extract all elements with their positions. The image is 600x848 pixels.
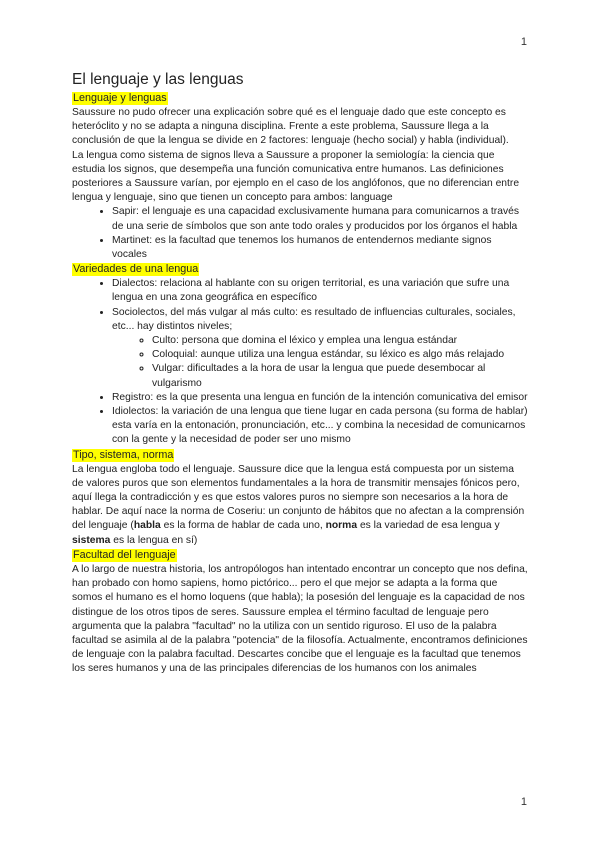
tipo-text-1: es la forma de hablar de cada uno,	[160, 520, 326, 532]
tipo-text-3: es la lengua en sí)	[110, 534, 198, 546]
sub-item-vulgar: ◦ Vulgar: dificultades a la hora de usar la lengua que puede desembocar al vulgarismo	[152, 362, 528, 390]
document-title: El lenguaje y las lenguas	[72, 71, 244, 88]
definitions-list	[72, 205, 528, 262]
list-item-registro: • Registro: es la que presenta una lengua en función de la intención comunicativa del emisor	[112, 391, 528, 405]
tipo-text-main: La lengua engloba todo el lenguaje. Saussure dice que la lengua está compuesta por un sistema de valores puros que son elementos fundamentales a la hora de transmitir mensajes fónicos pero, aquí llega la contradicción y es que estos valores puros no siempre son necesarios a la hora de hablar. De aquí nace la norma de Coseriu: un conjunto de hábitos que no afectan a la comprensión del lenguaje (	[72, 463, 525, 532]
tipo-text-2: es la variedad de esa lengua y	[357, 520, 500, 532]
paragraph-facultad: A lo largo de nuestra historia, los antropólogos han intentado encontrar un concepto que nos defina, han probado con homo sapiens, homo pictórico... pero el que mejor se adapta a la forma que somos el humano es el homo loquens (que habla); la posesión del lenguaje es la capacidad de nos distingue de los otros tipos de seres. Saussure emplea el término facultad de lenguaje pero argumenta que la palabra "facultad" no la utiliza con un sentido riguroso. El uso de la palabra facultad se asimila al de la palabra "potencia" de la filosofía. Actualmente, encontramos definiciones de lenguaje con la palabra facultad. Descartes concibe que el lenguaje es la facultad que tenemos los seres humanos y una de las principales diferencias de los humanos con los animales	[72, 563, 528, 675]
paragraph-saussure-intro: Saussure no pudo ofrecer una explicación sobre qué es el lenguaje dado que este concepto es heteróclito y no se adapta a ninguna disciplina. Frente a este problema, Saussure llega a la conclusión de que la lengua se divide en 2 factores: lenguaje (hecho social) y habla (individual).	[72, 107, 509, 147]
heading-tipo-sistema-norma: Tipo, sistema, norma	[73, 448, 174, 461]
sociolectos-sublist	[112, 334, 528, 391]
page-number-top: 1	[520, 36, 527, 48]
term-norma: norma	[325, 520, 358, 532]
sub-item-culto: ◦ Culto: persona que domina el léxico y emplea una lengua estándar	[152, 334, 528, 348]
list-item-sociolectos	[112, 306, 528, 391]
sub-item-coloquial: ◦ Coloquial: aunque utiliza una lengua estándar, su léxico es algo más relajado	[152, 348, 528, 362]
heading-variedades: Variedades de una lengua	[73, 263, 199, 276]
document-body	[72, 70, 528, 677]
variedades-list	[72, 277, 528, 447]
heading-lenguaje-y-lenguas: Lenguaje y lenguas	[73, 92, 167, 104]
term-sistema: sistema	[72, 534, 111, 546]
paragraph-tipo	[72, 463, 528, 548]
paragraph-semiologia: La lengua como sistema de signos lleva a Saussure a proponer la semiología: la ciencia que estudia los signos, que desempeña una función comunicativa entre humanos. Las definiciones posteriores a Saussure varían, por ejemplo en el caso de los anglófonos, que no diferencian entre lengua y lenguaje, sino que tienen un concepto para ambos: language	[72, 149, 520, 204]
list-item-idiolectos: • Idiolectos: la variación de una lengua que tiene lugar en cada persona (su forma de hablar) esta varía en la entonación, pronunciación, etc... y combina la necesidad de comunicarnos con la gente y la necesidad de poder ser uno mismo	[112, 405, 528, 448]
sociolectos-text: Sociolectos, del más vulgar al más culto: es resultado de influencias culturales, sociales, etc... hay distintos niveles;	[112, 306, 516, 332]
list-item-dialectos: • Dialectos: relaciona al hablante con su origen territorial, es una variación que sufre una lengua en una zona geográfica en específico	[112, 277, 528, 305]
list-item-sapir: • Sapir: el lenguaje es una capacidad exclusivamente humana para comunicarnos a través de una serie de símbolos que son ante todo orales y producidos por los órganos el habla	[112, 205, 528, 233]
list-item-martinet: • Martinet: es la facultad que tenemos los humanos de entendernos mediante signos vocales	[112, 234, 528, 262]
term-habla: habla	[133, 520, 161, 532]
heading-facultad: Facultad del lenguaje	[73, 548, 176, 561]
page-number-bottom: 1	[520, 796, 527, 808]
